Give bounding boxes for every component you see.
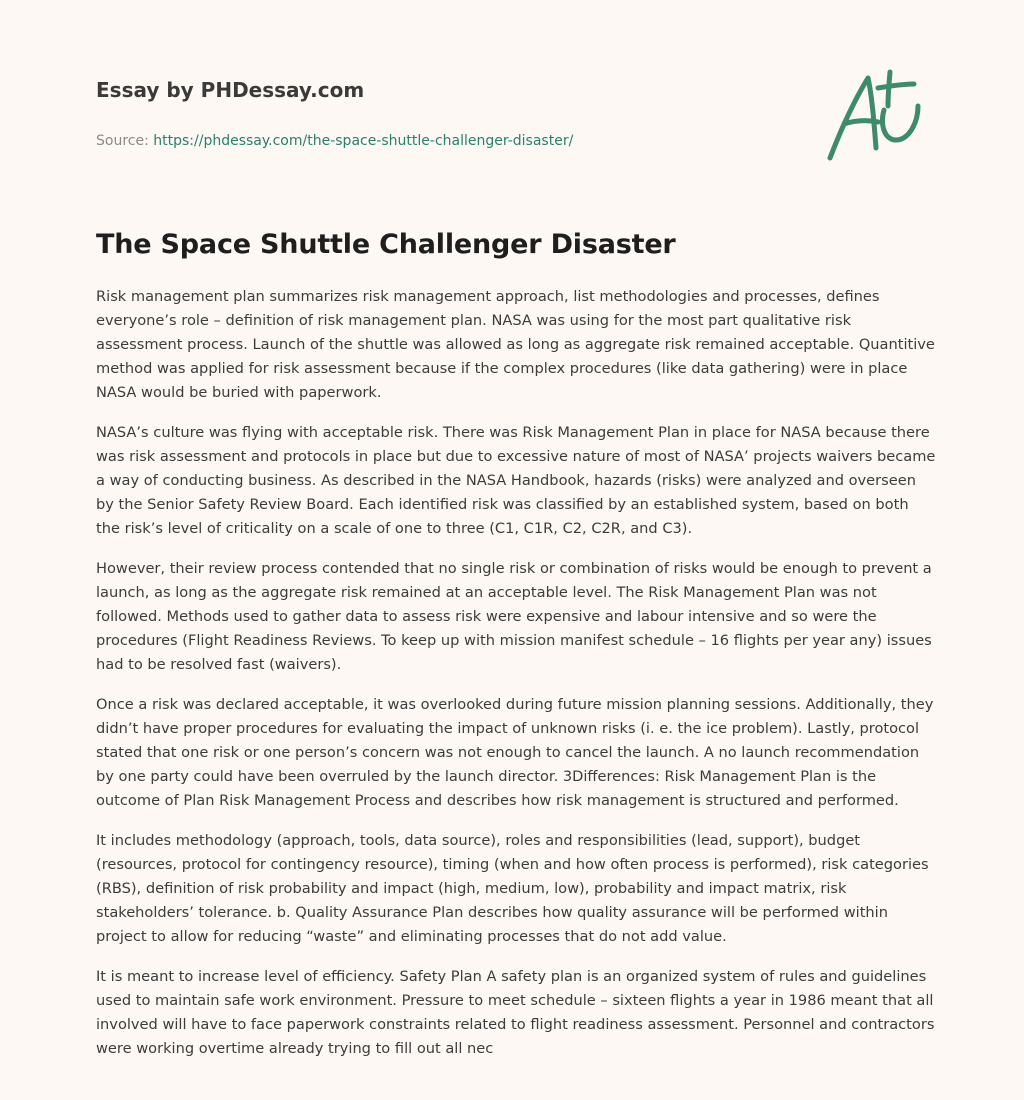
paragraph: However, their review process contended that no single risk or combination of risks would be enough to prevent a launch, as long as the aggregate risk remained at an acceptable level. The Risk Management Plan was not followed. Methods used to gather data to assess risk were expensive and labour intensive and so were the procedures (Flight Readiness Reviews. To keep up with mission manifest schedule – 16 flights per year any) issues had to be resolved fast (waivers).: [96, 560, 932, 673]
paragraph: It includes methodology (approach, tools, data source), roles and responsibilities (lead, support), budget (resources, protocol for contingency resource), timing (when and how often process is performed), risk categories (RBS), definition of risk probability and impact (high, medium, low), probability and impact matrix, risk stakeholders’ tolerance. b. Quality Assurance Plan describes how quality assurance will be performed within project to allow for reducing “waste” and eliminating processes that do not add value.: [96, 832, 929, 945]
paragraph: NASA’s culture was flying with acceptable risk. There was Risk Management Plan in place for NASA because there was risk assessment and protocols in place but due to excessive nature of most of NASA’ projects waivers became a way of conducting business. As described in the NASA Handbook, hazards (risks) were analyzed and overseen by the Senior Safety Review Board. Each identified risk was classified by an established system, based on both the risk’s level of criticality on a scale of one to three (C1, C1R, C2, C2R, and C3).: [96, 424, 936, 537]
paragraph: It is meant to increase level of efficiency. Safety Plan A safety plan is an organized system of rules and guidelines used to maintain safe work environment. Pressure to meet schedule – sixteen flights a year in 1986 meant that all involved will have to face paperwork constraints related to flight readiness assessment. Personnel and contractors were working overtime already trying to fill out all nec: [96, 968, 935, 1057]
essay-title: The Space Shuttle Challenger Disaster: [96, 229, 676, 260]
paragraph: Once a risk was declared acceptable, it was overlooked during future mission planning sessions. Additionally, they didn’t have proper procedures for evaluating the impact of unknown risks (i. e. the ice problem). Lastly, protocol stated that one risk or one person’s concern was not enough to cancel the launch. A no launch recommendation by one party could have been overruled by the launch director. 3Differences: Risk Management Plan is the outcome of Plan Risk Management Process and describes how risk management is structured and performed.: [96, 696, 934, 809]
page-header: [96, 76, 796, 150]
paragraph: Risk management plan summarizes risk management approach, list methodologies and processes, defines everyone’s role – definition of risk management plan. NASA was using for the most part qualitative risk assessment process. Launch of the shuttle was allowed as long as aggregate risk remained acceptable. Quantitive method was applied for risk assessment because if the complex procedures (like data gathering) were in place NASA would be buried with paperwork.: [96, 288, 935, 401]
a-plus-grade-icon: [822, 66, 928, 166]
source-label: Source:: [96, 133, 149, 149]
essay-body: [96, 285, 936, 1077]
site-brand: Essay by PHDessay.com: [96, 78, 365, 102]
source-line: [96, 132, 796, 150]
source-link[interactable]: https://phdessay.com/the-space-shuttle-challenger-disaster/: [153, 133, 574, 149]
